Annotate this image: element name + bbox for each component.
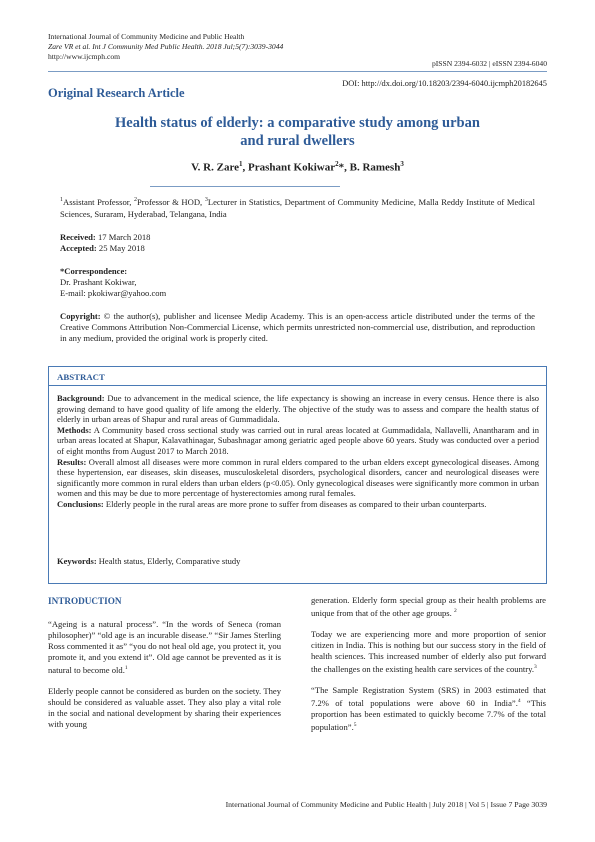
correspondence-email[interactable]: E-mail: pkokiwar@yahoo.com [60, 288, 167, 298]
right-p3b-text: “This proportion has been estimated to quickly become 7.7% of the total population”. [311, 697, 546, 732]
authors-divider [150, 186, 340, 187]
citation-ref[interactable]: 2 [453, 608, 457, 614]
affil-sup-3: 3 [204, 197, 208, 203]
intro-paragraph-1 [48, 619, 281, 676]
received-date: 17 March 2018 [97, 232, 151, 242]
citation-ref[interactable]: 1 [124, 665, 128, 671]
author-2-sup: 2 [335, 160, 339, 168]
results-label: Results: [57, 456, 87, 467]
title-line-1: Health status of elderly: a comparative study among urban [115, 115, 480, 131]
author-3: B. Ramesh [349, 161, 401, 174]
keywords-text: Health status, Elderly, Comparative study [98, 556, 241, 566]
right-column [311, 595, 546, 742]
journal-name: International Journal of Community Medicine and Public Health [48, 32, 245, 41]
doi[interactable]: DOI: http://dx.doi.org/10.18203/2394-6040.ijcmph20182645 [342, 79, 547, 88]
header-divider [48, 71, 547, 72]
author-2: Prashant Kokiwar [248, 161, 336, 174]
citation-ref[interactable]: 5 [353, 721, 357, 728]
keywords [57, 556, 539, 567]
issn: pISSN 2394-6032 | eISSN 2394-6040 [431, 59, 547, 68]
methods-label: Methods: [57, 424, 92, 435]
right-paragraph-1 [311, 595, 546, 619]
right-paragraph-3 [311, 685, 546, 733]
affil-sup-1: 1 [60, 197, 63, 203]
abstract-body [57, 393, 539, 510]
title-line-2: and rural dwellers [240, 133, 355, 149]
intro-p1-text: “Ageing is a natural process”. “In the words of Seneca (roman philosopher)” “old age is an incurable disease.” “Sir James Sterling Ross commented it as” “you do not heal old age, you protect it, you promote it, and you extend it”. Old age cannot be prevented as it is natural to become old. [48, 619, 281, 675]
author-3-sup: 3 [400, 160, 404, 168]
received-label: Received: [60, 232, 96, 242]
page-footer: International Journal of Community Medicine and Public Health | July 2018 | Vol 5 | Issue 7 Page 3039 [225, 800, 547, 809]
methods-text: A Community based cross sectional study was carried out in rural areas located at Gummadidala, Nallavelli, Anantharam and in urban areas located at Shapur, Kalavathinagar, Subashnagar among geriatric aged people above 60 years. Study was conducted over a period of eight months from August 2017 to March 2018. [57, 424, 540, 456]
copyright-text: © the author(s), publisher and licensee Medip Academy. This is an open-access article distributed under the terms of the Creative Commons Attribution Non-Commercial License, which permits unrestricted non-commercial use, distribution, and reproduction in any medium, provided the original work is properly cited. [60, 311, 535, 343]
citation-ref[interactable]: 3 [534, 663, 537, 670]
affiliation [60, 194, 535, 220]
journal-url[interactable]: http://www.ijcmph.com [48, 52, 121, 61]
paper-title [60, 114, 535, 150]
accepted-label: Accepted: [60, 243, 97, 253]
running-header [48, 32, 283, 62]
dates [60, 232, 150, 254]
right-paragraph-2 [311, 629, 546, 675]
correspondence-name: Dr. Prashant Kokiwar, [60, 277, 137, 287]
correspondence-label: *Correspondence: [60, 266, 128, 276]
author-sep: , [344, 161, 350, 174]
right-p1-text: generation. Elderly form special group as their health problems are unique from that of the other age groups. [311, 595, 546, 618]
abstract-heading: ABSTRACT [57, 372, 105, 382]
affil-text-3: Lecturer in Statistics, Department of Community Medicine, Malla Reddy Institute of Medical Sciences, Suraram, Hyderabad, Telangana, India [60, 196, 536, 219]
background-text: Due to advancement in the medical science, the life expectancy is showing an increase in every census. Hence there is also growing demand to have good quality of life among the elderly. The objective of the study was to assess and compare the health status of elderly in urban areas of Shapur and rural areas of Gummadidala. [57, 393, 540, 425]
abstract-divider [48, 385, 547, 386]
author-1-sup: 1 [239, 160, 243, 168]
copyright [60, 311, 535, 344]
left-column [48, 596, 281, 740]
article-type: Original Research Article [48, 86, 185, 100]
copyright-label: Copyright: [60, 311, 101, 321]
conclusions-label: Conclusions: [57, 498, 104, 509]
results-text: Overall almost all diseases were more common in rural elders compared to the urban elders except gynecological diseases. Among these hypertension, ear diseases, skin diseases, musculoskeletal disorders, psychological disorders, cancer and neurological diseases were significantly more common in rural elders than urban elders (p<0.05). Only gynecological diseases were significantly more common in urban women and this may be due to more percentage of hysterectomies among rural females. [57, 456, 540, 499]
intro-paragraph-2: Elderly people cannot be considered as burden on the society. They should be considered as valuable asset. They also play a vital role in the social and national development by sharing their experiences with young [48, 685, 281, 729]
citation-ref[interactable]: 4 [517, 697, 521, 704]
right-p2-text: Today we are experiencing more and more proportion of senior citizen in India. This is nothing but our success story in the field of health sciences. This increased number of elderly also put forward the challenges on the existing health care services of the country. [311, 628, 546, 674]
background-label: Background: [57, 393, 105, 403]
introduction-heading: INTRODUCTION [48, 596, 122, 606]
affil-text-1: Assistant Professor, [63, 196, 135, 207]
conclusions-text: Elderly people in the rural areas are more prone to suffer from diseases as compared to their urban counterparts. [105, 498, 487, 509]
accepted-date: 25 May 2018 [98, 243, 145, 253]
authors [60, 160, 535, 174]
corresponding-star: * [338, 161, 345, 174]
affil-text-2: Professor & HOD, [137, 196, 205, 207]
correspondence [60, 266, 166, 299]
author-sep: , [242, 161, 249, 174]
citation: Zare VR et al. Int J Community Med Public Health. 2018 Jul;5(7):3039-3044 [48, 42, 284, 51]
author-1: V. R. Zare [191, 161, 240, 174]
affil-sup-2: 2 [134, 197, 138, 203]
right-p3a-text: “The Sample Registration System (SRS) in 2003 estimated that 7.2% of total populations were above 60 in India”. [311, 684, 546, 708]
keywords-label: Keywords: [57, 556, 97, 566]
